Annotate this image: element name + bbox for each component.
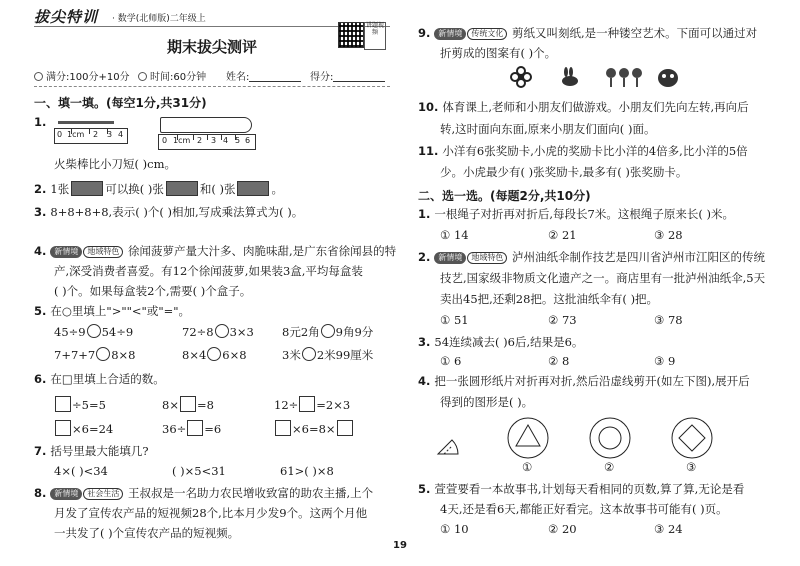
c3-option-2[interactable]: ② 8 bbox=[548, 354, 570, 368]
c4-line-2: 得到的图形是( )。 bbox=[440, 395, 534, 409]
tulips-icon bbox=[604, 66, 644, 88]
q8-line-2: 月发了宣传农产品的短视频28个,比本月少发9个。这两个月他 bbox=[54, 506, 368, 520]
rabbit-icon bbox=[558, 66, 580, 88]
q1-text: 火柴棒比小刀短( )cm。 bbox=[54, 157, 176, 171]
option-2-figure[interactable] bbox=[588, 416, 632, 460]
clock-icon bbox=[138, 72, 147, 81]
q7-item-2: ( )×5<31 bbox=[172, 464, 226, 478]
time-info: 时间:60分钟 bbox=[138, 68, 206, 83]
q11-line-2: 少。小虎最少有( )张奖励卡,最多有( )张奖励卡。 bbox=[440, 165, 688, 179]
q8-line-3: 一共发了( )个宣传农产品的短视频。 bbox=[54, 526, 240, 540]
q5-row-2-c: 3米 2米99厘米 bbox=[282, 348, 374, 362]
brand-logo: 拔尖特训 bbox=[34, 8, 99, 26]
q6-row-1-a: ÷5=5 bbox=[54, 396, 106, 413]
answer-box[interactable] bbox=[337, 420, 353, 436]
q9-line-1: 9. 新情境 传统文化 剪纸又叫刻纸,是一种镂空艺术。下面可以通过对 bbox=[418, 26, 758, 40]
banknote-icon bbox=[71, 181, 103, 196]
c4-label-1: ① bbox=[522, 460, 533, 474]
divider bbox=[34, 86, 390, 87]
c2-line-2: 技艺,国家级非物质文化遗产之一。商店里有一批泸州油纸伞,5天 bbox=[440, 271, 766, 285]
page-number: 19 bbox=[393, 540, 407, 551]
c5-option-3[interactable]: ③ 24 bbox=[654, 522, 683, 536]
q6-row-2-b: 36÷ =6 bbox=[162, 422, 222, 436]
tiger-icon bbox=[656, 66, 680, 88]
compare-circle[interactable] bbox=[96, 347, 110, 361]
q4-line-3: ( )个。如果每盒装2个,需要( )个盒子。 bbox=[54, 284, 252, 298]
c4-line-1: 4. 把一张圆形纸片对折再对折,然后沿虚线剪开(如左下图),展开后 bbox=[418, 374, 750, 388]
short-ruler: 0 1cm 2 3 4 bbox=[54, 128, 128, 144]
page-title: 期末拔尖测评 bbox=[166, 38, 257, 56]
q8-line-1: 8. 新情境 社会生活 王叔叔是一名助力农民增收致富的助农主播,上个 bbox=[34, 486, 374, 500]
q5-row-1-b: 72÷8 3×3 bbox=[182, 325, 254, 339]
score-info: 满分:100分+10分 bbox=[34, 68, 130, 83]
knife-icon bbox=[160, 117, 252, 133]
banknote-icon bbox=[237, 181, 269, 196]
q5-row-2-a: 7+7+7 8×8 bbox=[54, 348, 136, 362]
q6-row-2-c: ×6=8× bbox=[274, 420, 354, 437]
c5-option-1[interactable]: ① 10 bbox=[440, 522, 469, 536]
answer-box[interactable] bbox=[180, 396, 196, 412]
q6-row-2-a: ×6=24 bbox=[54, 420, 113, 437]
c1-option-3[interactable]: ③ 28 bbox=[654, 228, 683, 242]
c2-option-2[interactable]: ② 73 bbox=[548, 313, 577, 327]
q4-line-2: 产,深受消费者喜爱。有12个徐闻菠萝,如果装3盒,平均每盒装 bbox=[54, 264, 363, 278]
answer-box[interactable] bbox=[55, 420, 71, 436]
q1-number: 1. bbox=[34, 115, 47, 129]
q5-line: 5. 在○里填上">""<"或"="。 bbox=[34, 304, 191, 318]
q6-line: 6. 在□里填上合适的数。 bbox=[34, 372, 165, 386]
c3-line: 3. 54连续减去( )6后,结果是6。 bbox=[418, 335, 584, 349]
q4-line-1: 4. 新情境 地域特色 徐闻菠萝产量大汁多、肉脆味甜,是广东省徐闻县的特 bbox=[34, 244, 397, 258]
answer-box[interactable] bbox=[299, 396, 315, 412]
book-subtitle: · 数学(北师版)二年级上 bbox=[112, 14, 206, 24]
q5-row-2-b: 8×4 6×8 bbox=[182, 348, 247, 362]
q2-line: 2. 1张 可以换( )张 和( )张 。 bbox=[34, 182, 283, 196]
c2-option-3[interactable]: ③ 78 bbox=[654, 313, 683, 327]
c4-label-2: ② bbox=[604, 460, 615, 474]
c3-option-1[interactable]: ① 6 bbox=[440, 354, 462, 368]
long-ruler: 0 1cm 2 3 4 5 6 bbox=[158, 134, 256, 150]
q6-row-1-b: 8× =8 bbox=[162, 398, 214, 412]
compare-circle[interactable] bbox=[207, 347, 221, 361]
c1-line: 1. 一根绳子对折再对折后,每段长7米。这根绳子原来长( )米。 bbox=[418, 207, 734, 221]
flower-icon bbox=[510, 66, 532, 88]
c2-option-1[interactable]: ① 51 bbox=[440, 313, 469, 327]
c5-option-2[interactable]: ② 20 bbox=[548, 522, 577, 536]
c3-option-3[interactable]: ③ 9 bbox=[654, 354, 676, 368]
c1-option-1[interactable]: ① 14 bbox=[440, 228, 469, 242]
q10-line-1: 10. 体育课上,老师和小朋友们做游戏。小朋友们先向左转,再向后 bbox=[418, 100, 749, 114]
q5-row-1-c: 8元2角 9角9分 bbox=[282, 325, 374, 339]
c5-line-2: 4天,还是看6天,都能正好看完。这本故事书可能有( )页。 bbox=[440, 502, 728, 516]
compare-circle[interactable] bbox=[302, 347, 316, 361]
q7-item-3: 61>( )×8 bbox=[280, 464, 334, 478]
header-rule bbox=[34, 26, 390, 27]
section-heading-choice: 二、选一选。(每题2分,共10分) bbox=[418, 189, 591, 203]
c4-label-3: ③ bbox=[686, 460, 697, 474]
q9-line-2: 折剪成的图案有( )个。 bbox=[440, 46, 557, 60]
c2-line-1: 2. 新情境 地域特色 泸州油纸伞制作技艺是四川省泸州市江阳区的传统 bbox=[418, 250, 766, 264]
compare-circle[interactable] bbox=[321, 324, 335, 338]
q5-row-1-a: 45÷9 54÷9 bbox=[54, 325, 134, 339]
q10-line-2: 转,这时面向东面,原来小朋友们面向( )面。 bbox=[440, 122, 656, 136]
option-3-figure[interactable] bbox=[670, 416, 714, 460]
answer-box[interactable] bbox=[187, 420, 203, 436]
banknote-icon bbox=[166, 181, 198, 196]
q11-line-1: 11. 小洋有6张奖励卡,小虎的奖励卡比小洋的4倍多,比小洋的5倍 bbox=[418, 144, 748, 158]
section-heading-fill: 一、填一填。(每空1分,共31分) bbox=[34, 96, 207, 110]
qr-label: 讲题视频 bbox=[364, 22, 386, 50]
clock-dot-icon bbox=[34, 72, 43, 81]
score-field[interactable]: 得分: bbox=[310, 68, 385, 83]
matchstick-icon bbox=[58, 121, 114, 124]
c1-option-2[interactable]: ② 21 bbox=[548, 228, 577, 242]
q7-line: 7. 括号里最大能填几? bbox=[34, 444, 149, 458]
answer-box[interactable] bbox=[55, 396, 71, 412]
option-1-figure[interactable] bbox=[506, 416, 550, 460]
compare-circle[interactable] bbox=[87, 324, 101, 338]
q3-line: 3. 8+8+8+8,表示( )个( )相加,写成乘法算式为( )。 bbox=[34, 205, 304, 219]
c2-line-3: 卖出45把,还剩28把。这批油纸伞有( )把。 bbox=[440, 292, 659, 306]
q7-item-1: 4×( )<34 bbox=[54, 464, 108, 478]
answer-box[interactable] bbox=[275, 420, 291, 436]
q6-row-1-c: 12÷ =2×3 bbox=[274, 398, 351, 412]
compare-circle[interactable] bbox=[215, 324, 229, 338]
c5-line-1: 5. 萱萱要看一本故事书,计划每天看相同的页数,算了算,无论是看 bbox=[418, 482, 745, 496]
folded-paper-figure bbox=[436, 432, 460, 456]
name-field[interactable]: 姓名: bbox=[226, 68, 301, 83]
